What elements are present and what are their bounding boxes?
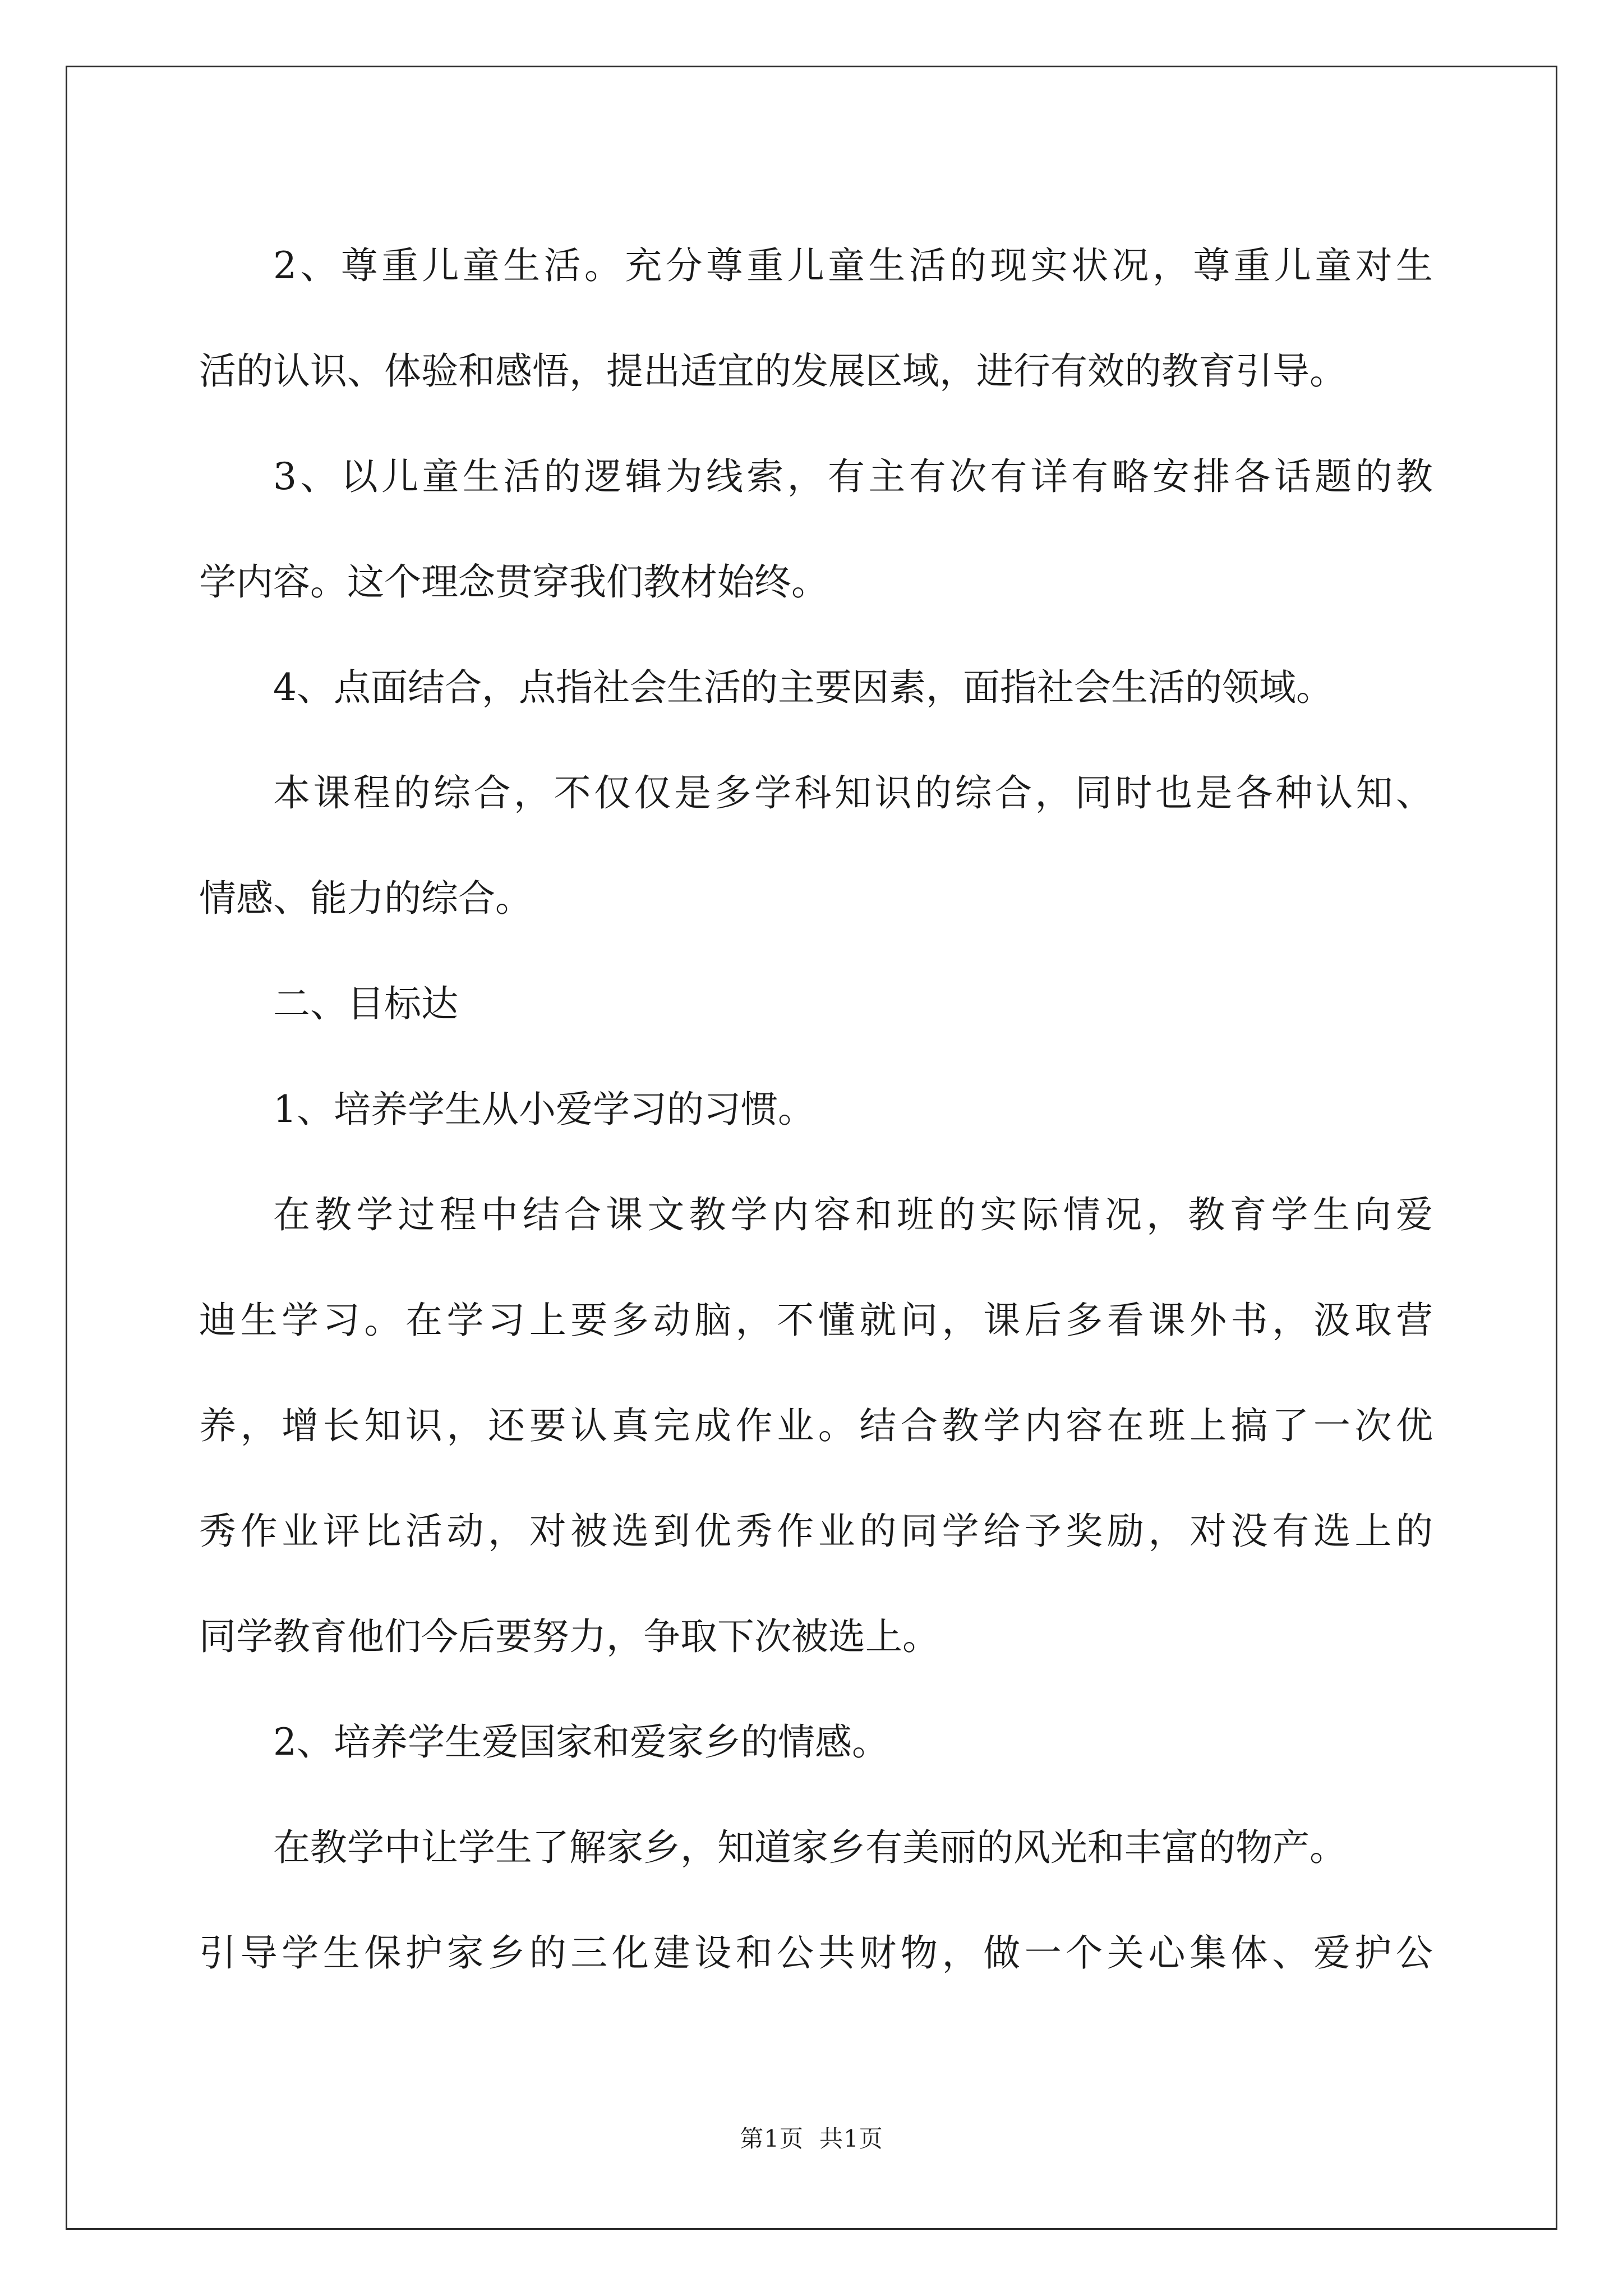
text-line: 引导学生保护家乡的三化建设和公共财物，做一个关心集体、爱护公	[199, 1931, 1433, 1975]
text-line: 本课程的综合，不仅仅是多学科知识的综合，同时也是各种认知、	[273, 771, 1433, 815]
text-line: 秀作业评比活动，对被选到优秀作业的同学给予奖励，对没有选上的	[199, 1510, 1433, 1553]
text-line: 在教学中让学生了解家乡，知道家乡有美丽的风光和丰富的物产。	[273, 1826, 1347, 1869]
text-line: 2、尊重儿童生活。充分尊重儿童生活的现实状况，尊重儿童对生	[273, 244, 1433, 287]
page-number: 第1页	[740, 2125, 804, 2152]
text-line: 2、培养学生爱国家和爱家乡的情感。	[273, 1720, 889, 1764]
text-line: 3、以儿童生活的逻辑为线索，有主有次有详有略安排各话题的教	[273, 455, 1433, 498]
page-total: 共1页	[819, 2125, 883, 2152]
text-line: 活的认识、体验和感悟，提出适宜的发展区域，进行有效的教育引导。	[199, 349, 1347, 393]
text-line: 4、点面结合，点指社会生活的主要因素，面指社会生活的领域。	[273, 666, 1333, 709]
section-heading: 二、目标达	[273, 982, 458, 1025]
text-line: 1、培养学生从小爱学习的习惯。	[273, 1088, 815, 1131]
text-line: 养，增长知识，还要认真完成作业。结合教学内容在班上搞了一次优	[199, 1404, 1433, 1447]
text-line: 学内容。这个理念贯穿我们教材始终。	[199, 560, 828, 604]
document-body	[199, 213, 1433, 2006]
text-line: 同学教育他们今后要努力，争取下次被选上。	[199, 1615, 939, 1658]
text-line: 情感、能力的综合。	[199, 877, 532, 920]
page-footer	[0, 2120, 1623, 2154]
text-line: 迪生学习。在学习上要多动脑，不懂就问，课后多看课外书，汲取营	[199, 1299, 1433, 1342]
text-line: 在教学过程中结合课文教学内容和班的实际情况，教育学生向爱	[273, 1193, 1433, 1236]
